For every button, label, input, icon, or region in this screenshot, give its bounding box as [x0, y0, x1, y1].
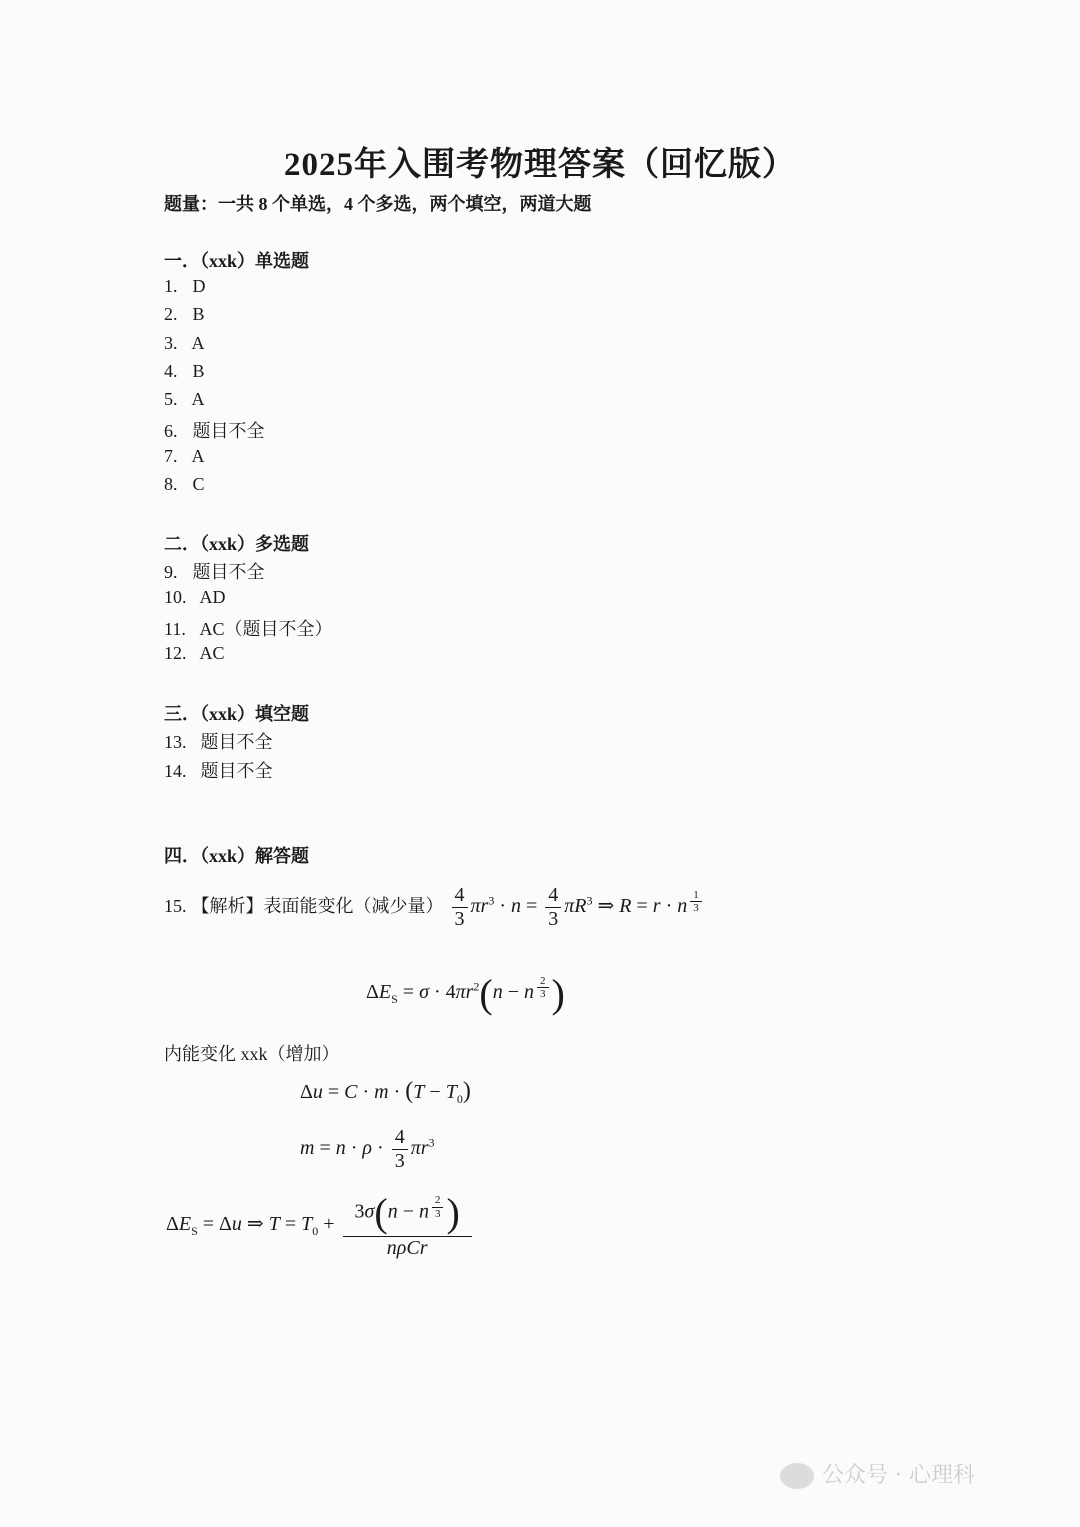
answer-item: 5. A: [164, 389, 205, 409]
answer-item: 12. AC: [164, 643, 225, 663]
answer-item: 13. 题目不全: [164, 732, 273, 752]
answer-item: 11. AC（题目不全）: [164, 619, 333, 639]
answer-item: 10. AD: [164, 587, 226, 607]
question-summary: 题量：一共 8 个单选，4 个多选，两个填空，两道大题: [164, 194, 592, 214]
answer-item: 3. A: [164, 333, 205, 353]
wechat-icon: [780, 1463, 814, 1489]
internal-energy-label: 内能变化 xxk（增加）: [164, 1044, 340, 1064]
page-title: 2025年入围考物理答案（回忆版）: [284, 147, 796, 183]
q15-number: 15.: [164, 896, 187, 917]
watermark: 公众号 · 心理科: [780, 1458, 975, 1489]
surface-energy-equation: $\Delta E_S = \sigma \cdot 4\pi r^2(n - n$ $^{\frac{2}{3}}$ ): [366, 971, 565, 1016]
q15-label: 【解析】表面能变化（减少量）: [191, 896, 444, 917]
q15-line-1: 15. 【解析】表面能变化（减少量） $\frac{4}{3}$ $\pi r^3 \cdot n$ = $\frac{4}{3}$ $\pi R^3$ ⇒ R = r · n $^{\frac{1}{3}}$: [164, 884, 705, 931]
answer-item: 4. B: [164, 361, 205, 381]
answer-item: 14. 题目不全: [164, 761, 273, 781]
answer-item: 2. B: [164, 304, 205, 324]
delta-u-equation: $\Delta u = C \cdot m \cdot (T - T_0)$: [300, 1078, 471, 1106]
section-heading-single-choice: 一．（xxk）单选题: [164, 251, 310, 271]
answer-item: 1. D: [164, 276, 206, 296]
answer-item: 7. A: [164, 446, 205, 466]
section-heading-solution: 四．（xxk）解答题: [164, 846, 310, 866]
mass-equation: m = n · ρ · $\frac{4}{3}$ $\pi r^3$: [300, 1126, 435, 1172]
answer-item: 8. C: [164, 474, 205, 494]
final-temperature-equation: $\Delta E_S = \Delta u$ ⇒ $T = T_0$ + 3σ(n − n $^{\frac{2}{3}}$ ) nρCr: [166, 1190, 475, 1260]
answer-item: 6. 题目不全: [164, 421, 265, 441]
answer-item: 9. 题目不全: [164, 562, 265, 582]
section-heading-fill-blank: 三．（xxk）填空题: [164, 704, 310, 724]
section-heading-multi-choice: 二．（xxk）多选题: [164, 534, 310, 554]
